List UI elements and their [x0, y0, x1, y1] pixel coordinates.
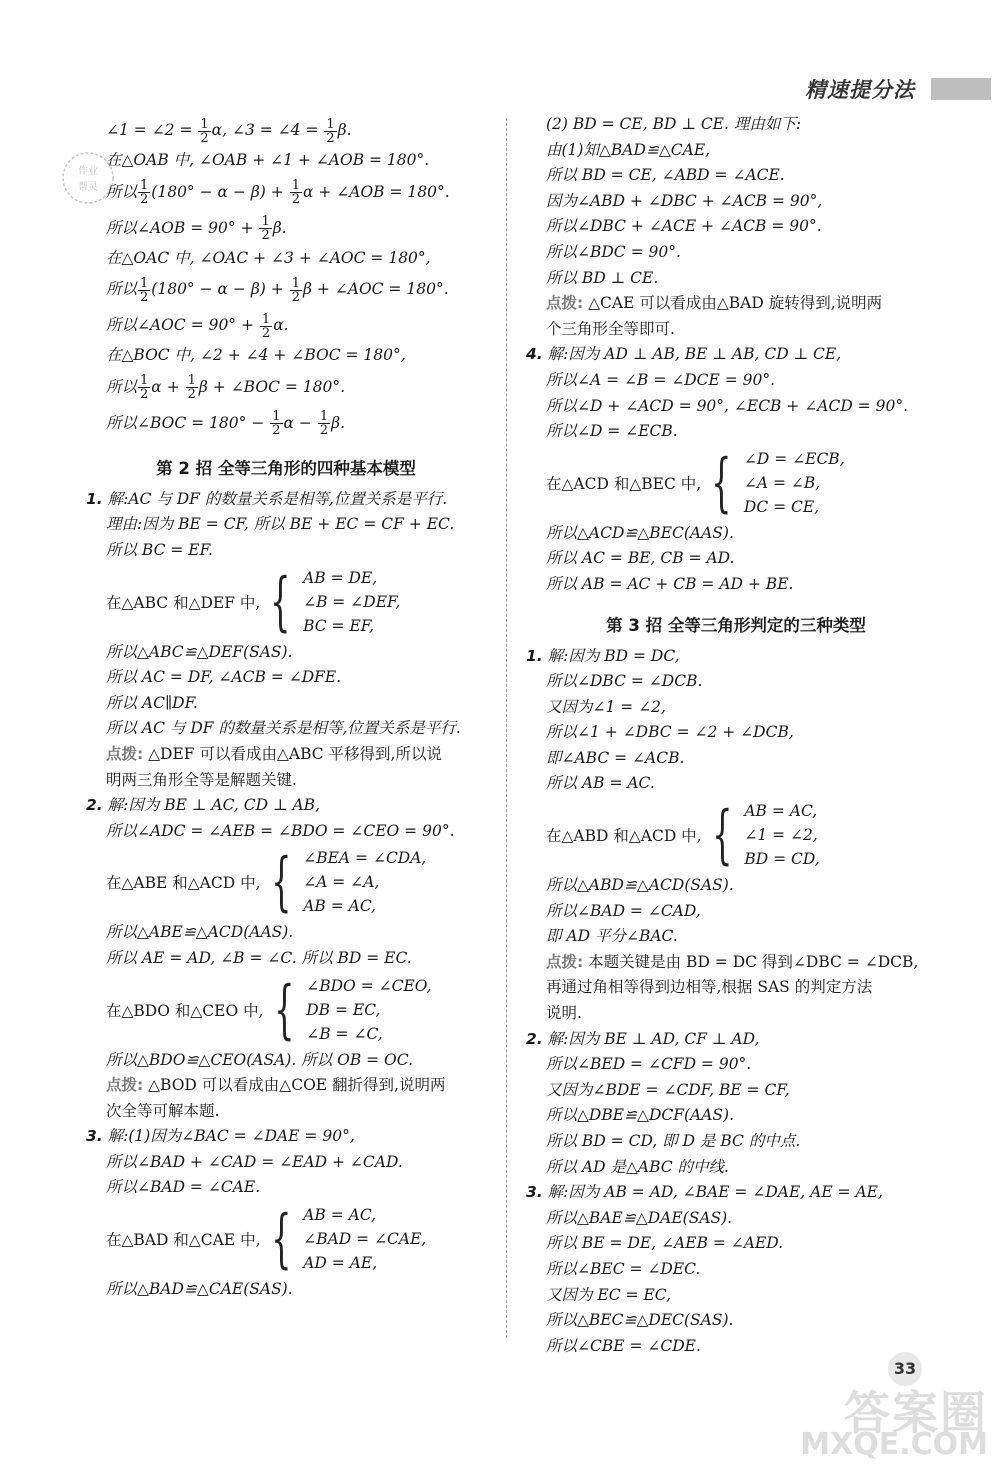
tip-label: 点拨: [546, 952, 584, 971]
line: ∠1 = ∠2 = $\frac{1}{2}$ α, ∠3 = ∠4 = $\frac{1}{2}$ β. [106, 116, 352, 146]
tip-label: 点拨: [106, 1076, 144, 1095]
line: 所以△ACD≌△BEC(AAS). [546, 523, 734, 542]
tip-cont: 个三角形全等即可. [546, 319, 675, 338]
line: 所以 AB = AC + CB = AD + BE. [546, 574, 794, 593]
line [526, 644, 946, 670]
line: 所以 AE = AD, ∠B = ∠C. 所以 BD = EC. [106, 948, 412, 967]
line [86, 1124, 486, 1150]
line: 所以∠CBE = ∠CDE. [546, 1336, 701, 1355]
system-row: AB = DE, [303, 568, 378, 587]
right-column [526, 112, 946, 1359]
tip-text: △BOD 可以看成由△COE 翻折得到,说明两 [143, 1076, 446, 1095]
brace: { [270, 564, 291, 639]
line: 所以∠AOC = 90° + $\frac{1}{2}$ α. [106, 311, 289, 341]
brace: { [711, 798, 733, 873]
text: 解:因为 BD = DC, [547, 646, 680, 665]
line: 又因为∠1 = ∠2, [546, 697, 666, 716]
system-row: DC = CE, [743, 497, 820, 516]
system-row: ∠B = ∠DEF, [303, 592, 401, 611]
tip [86, 742, 486, 768]
system-row: ∠BDO = ∠CEO, [306, 976, 432, 995]
system-prefix: 在△ACD 和△BEC 中, [546, 474, 702, 493]
tip-cont: 次全等可解本题. [106, 1101, 220, 1120]
line: 所以 AB = AC. [546, 774, 655, 793]
tip-text: △DEF 可以看成由△ABC 平移得到,所以说 [143, 744, 442, 763]
equation-system [86, 846, 486, 918]
line: 所以∠AOB = 90° + $\frac{1}{2}$ β. [106, 214, 287, 244]
system-prefix: 在△ABC 和△DEF 中, [106, 593, 261, 612]
line: 所以∠BAD = ∠CAE. [106, 1178, 261, 1197]
system-row: ∠BEA = ∠CDA, [303, 849, 427, 868]
line: 所以△ABD≌△ACD(SAS). [546, 876, 734, 895]
line: 所以∠BDC = 90°. [546, 242, 681, 261]
text: 解:(1)因为∠BAC = ∠DAE = 90°, [107, 1127, 355, 1146]
line [526, 1027, 946, 1053]
line: 所以∠BED = ∠CFD = 90°. [546, 1055, 752, 1074]
system-row: DB = EC, [306, 1000, 381, 1019]
equation-system [526, 799, 946, 871]
text: 解:因为 AD ⊥ AB, BE ⊥ AB, CD ⊥ CE, [547, 345, 842, 364]
tip [526, 291, 946, 317]
equation-system [86, 566, 486, 638]
tip [86, 1073, 486, 1099]
line: 由(1)知△BAD≌△CAE, [546, 140, 711, 159]
line: 所以 $\frac{1}{2}$ α + $\frac{1}{2}$ β + ∠BOC = 180°. [106, 373, 346, 403]
system-row: ∠BAD = ∠CAE, [303, 1230, 427, 1249]
left-column [86, 112, 486, 1303]
tip-cont: 说明. [546, 1004, 582, 1023]
line: 所以△BEC≌△DEC(SAS). [546, 1311, 734, 1330]
system-prefix: 在△BAD 和△CAE 中, [106, 1231, 261, 1250]
line: 所以△ABE≌△ACD(AAS). [106, 923, 294, 942]
system-prefix: 在△ABE 和△ACD 中, [106, 874, 261, 893]
system-row: AD = AE, [303, 1254, 378, 1273]
text: 解:因为 AB = AD, ∠BAE = ∠DAE, AE = AE, [547, 1183, 883, 1202]
line: 又因为 EC = EC, [546, 1285, 671, 1304]
line: 所以△BDO≌△CEO(ASA). 所以 OB = OC. [106, 1050, 413, 1069]
problem-number: 1. [526, 646, 543, 665]
line: 所以 BD = CD, 即 D 是 BC 的中点. [546, 1132, 801, 1150]
text: 解:因为 BE ⊥ AD, CF ⊥ AD, [547, 1029, 760, 1048]
system-row: BD = CD, [744, 850, 820, 869]
text: 解:因为 BE ⊥ AC, CD ⊥ AB, [107, 796, 320, 815]
system-prefix: 在△ABD 和△ACD 中, [546, 827, 702, 846]
line: 即 AD 平分∠BAC. [546, 927, 678, 946]
line: 所以 BE = DE, ∠AEB = ∠AED. [546, 1234, 784, 1253]
system-prefix: 在△BDO 和△CEO 中, [106, 1001, 264, 1020]
line: 所以∠ADC = ∠AEB = ∠BDO = ∠CEO = 90°. [106, 821, 455, 840]
tip-cont: 明两三角形全等是解题关键. [106, 770, 297, 789]
problem-number: 1. [86, 489, 103, 508]
tip-text: △CAE 可以看成由△BAD 旋转得到,说明两 [583, 294, 883, 313]
line [526, 1180, 946, 1206]
section-heading: 第 2 招 全等三角形的四种基本模型 [156, 458, 416, 478]
line: 所以△DBE≌△DCF(AAS). [546, 1106, 735, 1125]
tip-cont: 再通过角相等得到边相等,根据 SAS 的判定方法 [546, 978, 873, 997]
equation-system [526, 447, 946, 519]
line [526, 342, 946, 368]
line: 所以△BAD≌△CAE(SAS). [106, 1280, 293, 1299]
line: 在△BOC 中, ∠2 + ∠4 + ∠BOC = 180°, [106, 346, 406, 365]
line: 所以∠BAD = ∠CAD, [546, 901, 701, 920]
line: 所以∠BEC = ∠DEC. [546, 1259, 701, 1278]
line: 所以 $\frac{1}{2}$ (180° − α − β) + $\frac{1}{2}$ α + ∠AOB = 180°. [106, 178, 450, 208]
system-row: ∠D = ∠ECB, [743, 449, 845, 468]
line: 所以∠DBC + ∠ACE + ∠ACB = 90°. [546, 217, 822, 236]
line: 所以△ABC≌△DEF(SAS). [106, 642, 293, 661]
tip [526, 950, 946, 976]
stamp-text-2: 帮灵 [78, 182, 98, 193]
line: 所以 BD = CE, ∠ABD = ∠ACE. [546, 166, 785, 185]
system-row: ∠A = ∠B, [743, 473, 821, 492]
line: 在△OAC 中, ∠OAC + ∠3 + ∠AOC = 180°, [106, 248, 431, 267]
watermark-line1: 答案圈 [844, 1386, 988, 1440]
line: 理由:因为 BE = CF, 所以 BE + EC = CF + EC. [106, 515, 455, 534]
problem-number: 4. [526, 345, 543, 364]
stamp-text-1: 作业 [78, 166, 98, 177]
system-row: ∠A = ∠A, [303, 873, 380, 892]
system-row: AB = AC, [744, 802, 818, 821]
watermark [800, 1386, 988, 1462]
problem-number: 2. [526, 1029, 543, 1048]
tip-text: 本题关键是由 BD = DC 得到∠DBC = ∠DCB, [583, 952, 919, 971]
section-heading: 第 3 招 全等三角形判定的三种类型 [606, 615, 866, 635]
brace: { [270, 845, 292, 920]
line: 所以∠D = ∠ECB. [546, 422, 678, 441]
line: 所以∠BAD + ∠CAD = ∠EAD + ∠CAD. [106, 1152, 403, 1171]
problem-number: 3. [526, 1183, 543, 1202]
line: 因为∠ABD + ∠DBC + ∠ACB = 90°, [546, 191, 823, 210]
brace: { [711, 445, 732, 520]
tip-label: 点拨: [106, 744, 144, 763]
tip-label: 点拨: [546, 294, 584, 313]
watermark-line2: MXQE.COM [800, 1427, 988, 1462]
line: 所以△BAE≌△DAE(SAS). [546, 1208, 733, 1227]
problem-number: 3. [86, 1127, 103, 1146]
line: 所以 AC∥DF. [106, 693, 198, 712]
line: 在△OAB 中, ∠OAB + ∠1 + ∠AOB = 180°. [106, 151, 430, 169]
page-number: 33 [888, 1352, 922, 1386]
system-row: AB = AC, [303, 1206, 377, 1225]
line: 所以∠D + ∠ACD = 90°, ∠ECB + ∠ACD = 90°. [546, 396, 908, 415]
system-row: ∠B = ∠C, [306, 1024, 383, 1043]
system-row: ∠1 = ∠2, [744, 826, 818, 845]
line: 所以 AC = BE, CB = AD. [546, 549, 735, 568]
line: 所以 BD ⊥ CE. [546, 268, 659, 287]
line: 所以 AD 是△ABC 的中线. [546, 1157, 729, 1176]
column-divider [506, 118, 507, 1338]
line: 所以∠BOC = 180° − $\frac{1}{2}$ α − $\frac{1}{2}$ β. [106, 409, 346, 439]
line: 所以 $\frac{1}{2}$ (180° − α − β) + $\frac{1}{2}$ β + ∠AOC = 180°. [106, 275, 449, 305]
line: 所以∠A = ∠B = ∠DCE = 90°. [546, 370, 776, 389]
system-row: AB = AC, [303, 897, 377, 916]
line: 所以∠DBC = ∠DCB. [546, 672, 703, 691]
line: 所以∠1 + ∠DBC = ∠2 + ∠DCB, [546, 723, 794, 742]
line: 所以 AC 与 DF 的数量关系是相等,位置关系是平行. [106, 719, 461, 738]
line: 所以 BC = EF. [106, 540, 213, 559]
equation-system [86, 974, 486, 1046]
problem-number: 2. [86, 796, 103, 815]
brand-text: 精速提分法 [805, 78, 915, 102]
line: 所以 AC = DF, ∠ACB = ∠DFE. [106, 668, 342, 687]
system-row: BC = EF, [303, 616, 375, 635]
line: (2) BD = CE, BD ⊥ CE. 理由如下: [546, 115, 802, 133]
brace: { [270, 1202, 292, 1277]
line: 即∠ABC = ∠ACB. [546, 748, 685, 767]
brand-logo [805, 72, 990, 106]
brand-bar [931, 78, 991, 100]
line: 又因为∠BDE = ∠CDF, BE = CF, [546, 1080, 790, 1099]
equation-system [86, 1203, 486, 1275]
brace: { [273, 972, 295, 1047]
text: 解:AC 与 DF 的数量关系是相等,位置关系是平行. [107, 489, 448, 508]
line [86, 793, 486, 819]
line [86, 487, 486, 513]
